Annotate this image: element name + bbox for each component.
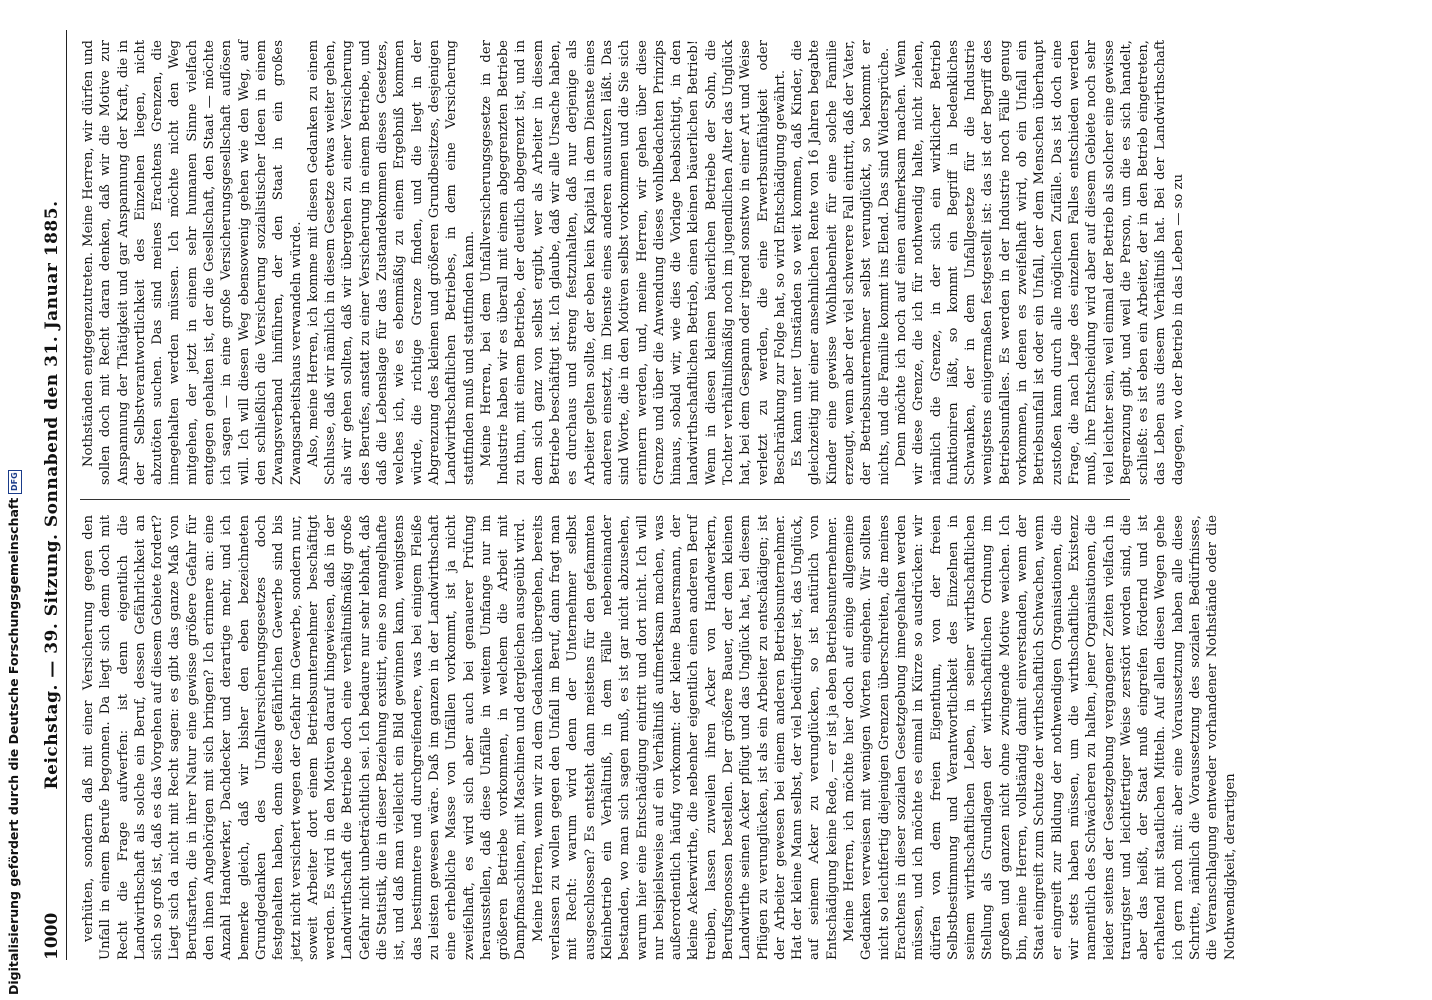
column-divider	[80, 499, 1130, 500]
paragraph: Denn möchte ich noch auf einen aufmerksam machen. Wenn wir diese Grenze, die ich für nothwendig halte, nicht ziehen, nämlich die Grenze, in der sich ein wirklicher Betrieb funktioniren läßt, so kommt ein Begriff in bedenkliches Schwanken, der in dem Unfallgesetze für die Industrie wenigstens einigermaßen festgestellt ist: das ist der Begriff des Betriebsunfalles. Es werden in der Industrie noch Fälle genug vorkommen, in denen es zweifelhaft wird, ob ein Unfall ein Betriebsunfall ist oder ein Unfall, der dem Menschen überhaupt zustoßen kann durch alle möglichen Zufälle. Das ist doch eine Frage, die nach Lage des einzelnen Falles entschieden werden muß, ihre Entscheidung wird aber auf diesem Gebiete noch sehr viel leichter sein, weil einmal der Betrieb als solcher eine gewisse Begrenzung gibt, und weil die Person, um die es sich handelt, schließt: es ist eben ein Arbeiter, der in den Betrieb eingetreten, das Leben aus diesem Verhältniß hat. Bei der Landwirthschaft dagegen, wo der Betrieb in das Leben — so zu	[893, 40, 1186, 485]
digitization-stamp	[6, 395, 24, 995]
page-number: 1000	[42, 912, 62, 960]
paragraph: Meine Herren, ich möchte hier doch auf einige allgemeine Gedanken verweisen mit wenigen Worten eingehen. Wir sollten nicht so leichtfertig diejenigen Grenzen überschreiten, die meines Erachtens in dieser sozialen Gesetzgebung innegehalten werden müssen, und ich möchte es einmal in Kürze so ausdrücken: wir dürfen von dem freien Eigenthum, von der freien Selbstbestimmung und Verantwortlichkeit des Einzelnen in seinem wirthschaftlichen Leben, in seiner wirthschaftlichen Stellung als Grundlagen der wirthschaftlichen Ordnung im großen und ganzen nicht ohne zwingende Motive weichen. Ich bin, meine Herren, vollständig damit einverstanden, wenn der Staat eingreift zum Schutze der wirthschaftlich Schwachen, wenn er eingreift zur Bildung der nothwendigen Organisationen, die wir stets haben müssen, um die wirthschaftliche Existenz namentlich des Schwächeren zu halten, jener Organisationen, die leider seitens der Gesetzgebung vergangener Zeiten vielfach in traurigster und leichtfertiger Weise zerstört worden sind, die aber das heißt, der Staat muß eingreifen fördernd und ist erhaltend mit staatlichen Mitteln. Auf allen diesen Wegen gehe ich gern noch mit: aber eine Voraussetzung haben alle diese Schritte, nämlich die Voraussetzung des sozialen Bedürfnisses, die Veranschlagung entweder vorhandener Nothstände oder die Nothwendigkeit, derartigen	[842, 515, 1238, 960]
paragraph: verhüten, sondern daß mit einer Versicherung gegen den Unfall in einem Berufe begonnen. Da liegt sich denn doch mit Recht die Frage aufwerfen: ist denn eigentlich die Landwirthschaft als solche ein Beruf, dessen Gefährlichkeit an sich so groß ist, daß es das Vorgehen auf diesem Gebiete fordert? Liegt sich da nicht mit Recht sagen: es gibt das ganze Maß von Berufsarten, die in ihrer Natur eine gewisse größere Gefahr für den ihnen Angehörigen mit sich bringen? Ich erinnere an: eine Anzahl Handwerker, Dachdecker und derartige mehr, und ich bemerke gleich, daß wir bisher den eben bezeichneten Grundgedanken des Unfallversicherungsgesetzes doch festgehalten haben, denn diese gefährlichen Gewerbe sind bis jetzt nicht versichert wegen der Gefahr im Gewerbe, sondern nur, soweit Arbeiter dort einem Betriebsunternehmer beschäftigt werden. Es wird in den Motiven darauf hingewiesen, daß in der Landwirthschaft die Betriebe doch eine verhältnißmäßig große Gefahr nicht unbeträchtlich sei. Ich bedaure nur sehr lebhaft, daß die Statistik, die in dieser Beziehung existirt, eine so mangelhafte ist, und daß man vielleicht ein Bild gewinnen kann, wenigstens das bestimmtere und durchgreifendere, was bei einigem Fleiße zu leisten gewesen wäre. Daß im ganzen in der Landwirthschaft eine erhebliche Masse von Unfällen vorkommt, ist ja nicht zweifelhaft, es wird sich aber auch bei genauerer Prüfung herausstellen, daß diese Unfälle in weitem Umfange nur im größeren Betriebe vorkommen, in welchem die Arbeit mit Dampfmaschinen, mit Maschinen und dergleichen ausgeübt wird.	[81, 515, 529, 960]
right-column	[80, 40, 1186, 485]
paragraph: Meine Herren, wenn wir zu dem Gedanken übergehen, bereits verlassen zu wollen gegen den Unfall im Beruf, dann fragt man mit Recht: warum wird denn der Unternehmer selbst ausgeschlossen? Es entsteht dann meistens für den gefammten Kleinbetrieb ein Verhältniß, in dem Fälle nebeneinander bestanden, wo man sich sagen muß, es ist gar nicht abzusehen, warum hier eine Entschädigung eintritt und dort nicht. Ich will nur beispielsweise auf ein Verhältniß aufmerksam machen, was außerordentlich häufig vorkommt: der kleine Bauersmann, der kleine Ackerwirthe, die nebenher eigentlich einen anderen Beruf treiben, lassen zuweilen ihren Acker von Handwerkern, Berufsgenossen bestellen. Der größere Bauer, der dem kleinen Landwirthe seinen Acker pflügt und das Unglück hat, bei diesem Pflügen zu verunglücken, ist als ein Arbeiter zu entschädigen; ist der Arbeiter gewesen bei einem anderen Betriebsunternehmer. Hat der kleine Mann selbst, der viel bedürftiger ist, das Unglück, auf seinem Acker zu verunglücken, so ist natürlich von Entschädigung keine Rede, — er ist ja eben Betriebsunternehmer.	[530, 515, 840, 960]
left-column	[80, 515, 1238, 960]
paragraph: Also, meine Herren, ich komme mit diesen Gedanken zu einem Schlusse, daß wir nämlich in diesem Gesetze etwas weiter gehen, als wir gehen sollten, daß wir übergehen zu einer Versicherung des Berufes, anstatt zu einer Versicherung in einem Betriebe, und daß die Lebenslage für das Zustandekommen dieses Gesetzes, welches ich, wie es ebenmäßig zu einem Ergebniß kommen würde, die richtige Grenze finden, und die liegt in der Abgrenzung des kleinen und größeren Grundbesitzes, desjenigen Landwirthschaftlichen Betriebes, in dem eine Versicherung stattfinden muß und stattfinden kann.	[305, 40, 477, 485]
page-header	[40, 30, 67, 960]
paragraph: Es kann unter Umständen so weit kommen, daß Kinder, die gleichzeitig mit einer ansehnlichen Rente von 16 Jahren begabte Kinder eine gewisse Wohlhabenheit für eine solche Familie erzeugt, wenn aber der viel schwerere Fall eintritt, daß der Vater, der Betriebsunternehmer selbst verunglückt, so bekommt er nichts, und die Familie kommt ins Elend. Das sind Widersprüche.	[790, 40, 892, 485]
stamp-text: Digitalisierung gefördert durch die Deutsche Forschungsgemeinschaft	[6, 497, 21, 995]
running-head: Reichstag. — 39. Sitzung. Sonnabend den 31. Januar 1885.	[42, 200, 62, 790]
paragraph: Nothständen entgegenzutreten. Meine Herren, wir dürfen und sollen doch mit Recht daran denken, daß wir die Motive zur Anspannung der Thätigkeit und gar Anspannung der Kraft, die in der Selbstverantwortlichkeit des Einzelnen liegen, nicht abzutöten suchen. Das sind meines Erachtens Grenzen, die innegehalten werden müssen. Ich möchte nicht den Weg mitgehen, der jetzt in einem sehr humanen Sinne vielfach entgegen gehalten ist, der die Gesellschaft, den Staat — möchte ich sagen — in eine große Versicherungsgesellschaft auflösen will. Ich will diesen Weg ebensowenig gehen wie den Weg, auf den schließlich die Versicherung sozialistischer Ideen in einem Zwangsverband hinführen, der den Staat in ein großes Zwangsarbeitshaus verwandeln würde.	[81, 40, 304, 485]
paragraph: Meine Herren, bei dem Unfallversicherungsgesetze in der Industrie haben wir es überall mit einem abgegrenzten Betriebe zu thun, mit einem Betriebe, der deutlich abgegrenzt ist, und in dem sich ganz von selbst ergibt, wer als Arbeiter in diesem Betriebe beschäftigt ist. Ich glaube, daß wir alle Ursache haben, es durchaus und streng festzuhalten, daß nur derjenige als Arbeiter gelten sollte, der eben kein Kapital in dem Dienste eines anderen einsetzt, im Dienste eines anderen ausnutzen läßt. Das sind Worte, die in den Motiven selbst vorkommen und die Sie sich erinnern werden, und, meine Herren, wir gehen über diese Grenze und über die Anwendung dieses wohlbedachten Prinzips hinaus, sobald wir, wie dies die Vorlage beabsichtigt, in den landwirthschaftlichen Betrieb, einen kleinen bäuerlichen Betrieb! Wenn in diesen kleinen bäuerlichen Betriebe der Sohn, die Tochter verhältnißmäßig noch im jugendlichen Alter das Unglück hat, bei dem Gespann oder irgend sonstwo in einer Art und Weise verletzt zu werden, die eine Erwerbsunfähigkeit oder Beschränkung zur Folge hat, so wird Entschädigung gewährt.	[478, 40, 788, 485]
dfg-logo-icon: DFG	[8, 470, 22, 494]
